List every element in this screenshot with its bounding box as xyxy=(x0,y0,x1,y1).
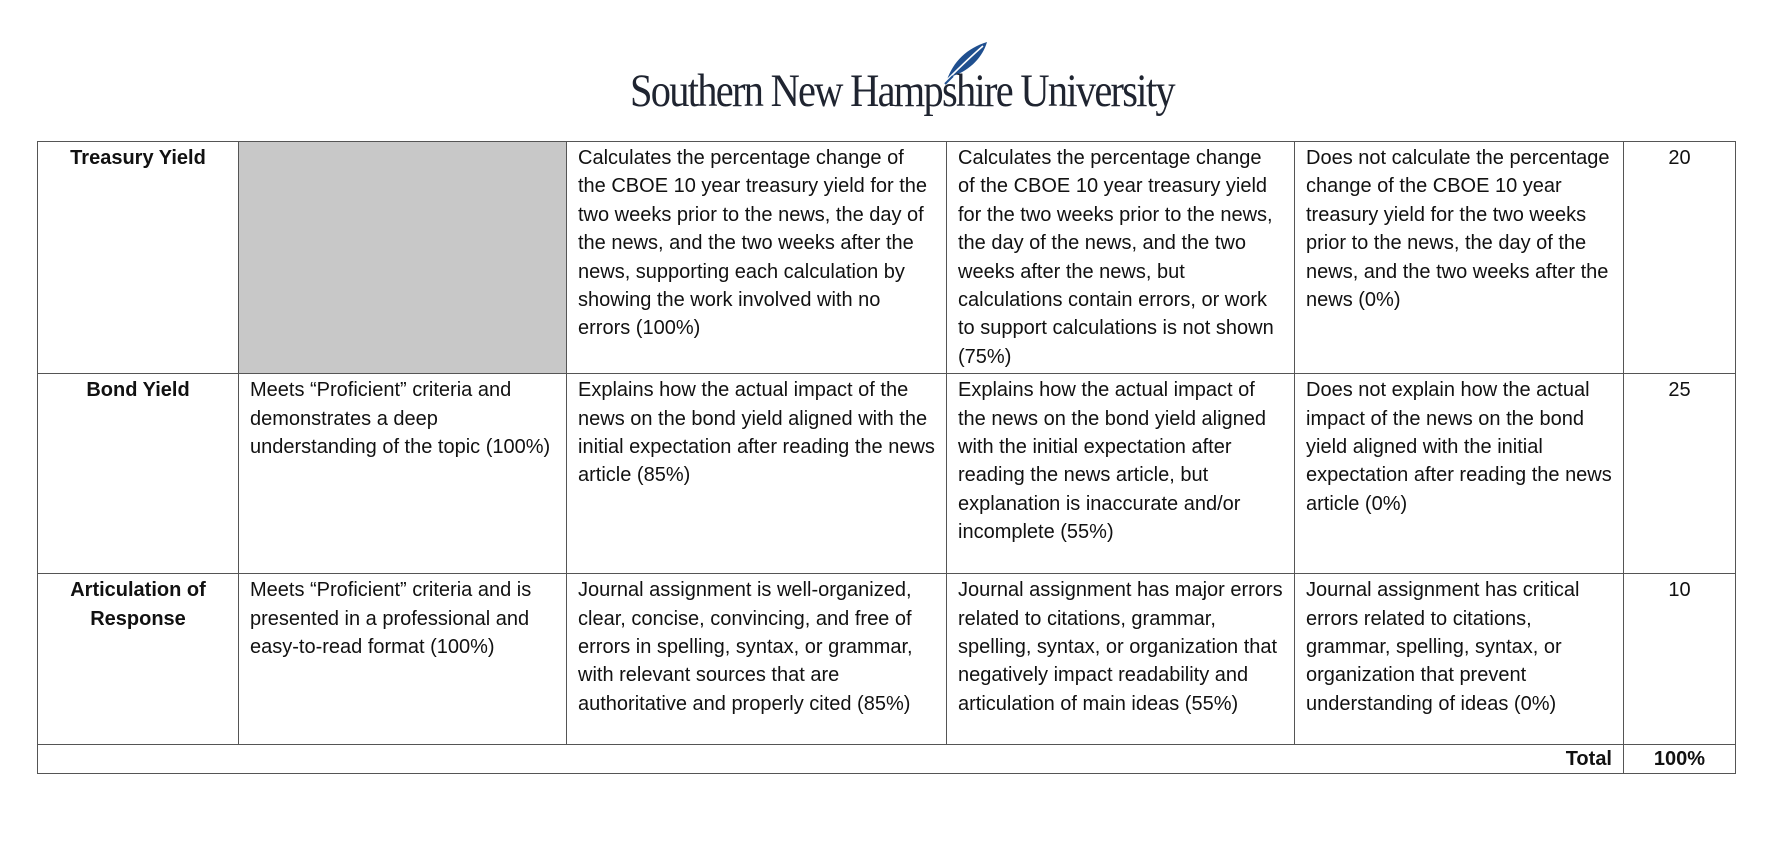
logo-wordmark: Southern New Hampshire University xyxy=(630,65,1174,117)
exemplary-cell: Meets “Proficient” criteria and demonstrates a deep understanding of the topic (100%) xyxy=(239,374,567,574)
needs-improvement-cell: Explains how the actual impact of the news on the bond yield aligned with the initial expectation after reading the news article, but explanation is inaccurate and/or incomplete (55%) xyxy=(947,374,1295,574)
not-evident-cell: Does not calculate the percentage change of the CBOE 10 year treasury yield for the two weeks prior to the news, the day of the news, and the two weeks after the news (0%) xyxy=(1295,142,1624,374)
proficient-cell: Explains how the actual impact of the news on the bond yield aligned with the initial expectation after reading the news article (85%) xyxy=(567,374,947,574)
exemplary-cell-shaded xyxy=(239,142,567,374)
proficient-cell: Calculates the percentage change of the CBOE 10 year treasury yield for the two weeks prior to the news, the day of the news, and the two weeks after the news, supporting each calculation by showing the work involved with no errors (100%) xyxy=(567,142,947,374)
criterion-cell: Articulation of Response xyxy=(38,574,239,745)
total-row xyxy=(38,745,1736,774)
not-evident-cell: Journal assignment has critical errors related to citations, grammar, spelling, syntax, or organization that prevent understanding of ideas (0%) xyxy=(1295,574,1624,745)
needs-improvement-cell: Calculates the percentage change of the CBOE 10 year treasury yield for the two weeks prior to the news, the day of the news, and the two weeks after the news, but calculations contain errors, or work to support calculations is not shown (75%) xyxy=(947,142,1295,374)
total-value: 100% xyxy=(1624,745,1736,774)
value-cell: 10 xyxy=(1624,574,1736,745)
proficient-cell: Journal assignment is well-organized, clear, concise, convincing, and free of errors in spelling, syntax, or grammar, with relevant sources that are authoritative and properly cited (85%) xyxy=(567,574,947,745)
not-evident-cell: Does not explain how the actual impact of the news on the bond yield aligned with the initial expectation after reading the news article (0%) xyxy=(1295,374,1624,574)
criterion-cell: Bond Yield xyxy=(38,374,239,574)
criterion-cell: Treasury Yield xyxy=(38,142,239,374)
exemplary-cell: Meets “Proficient” criteria and is presented in a professional and easy-to-read format (100%) xyxy=(239,574,567,745)
table-row xyxy=(38,142,1736,374)
value-cell: 25 xyxy=(1624,374,1736,574)
table-row xyxy=(38,574,1736,745)
needs-improvement-cell: Journal assignment has major errors related to citations, grammar, spelling, syntax, or organization that negatively impact readability and articulation of main ideas (55%) xyxy=(947,574,1295,745)
value-cell: 20 xyxy=(1624,142,1736,374)
rubric-table xyxy=(37,141,1736,774)
university-logo xyxy=(630,40,1174,130)
table-row xyxy=(38,374,1736,574)
total-label: Total xyxy=(38,745,1624,774)
